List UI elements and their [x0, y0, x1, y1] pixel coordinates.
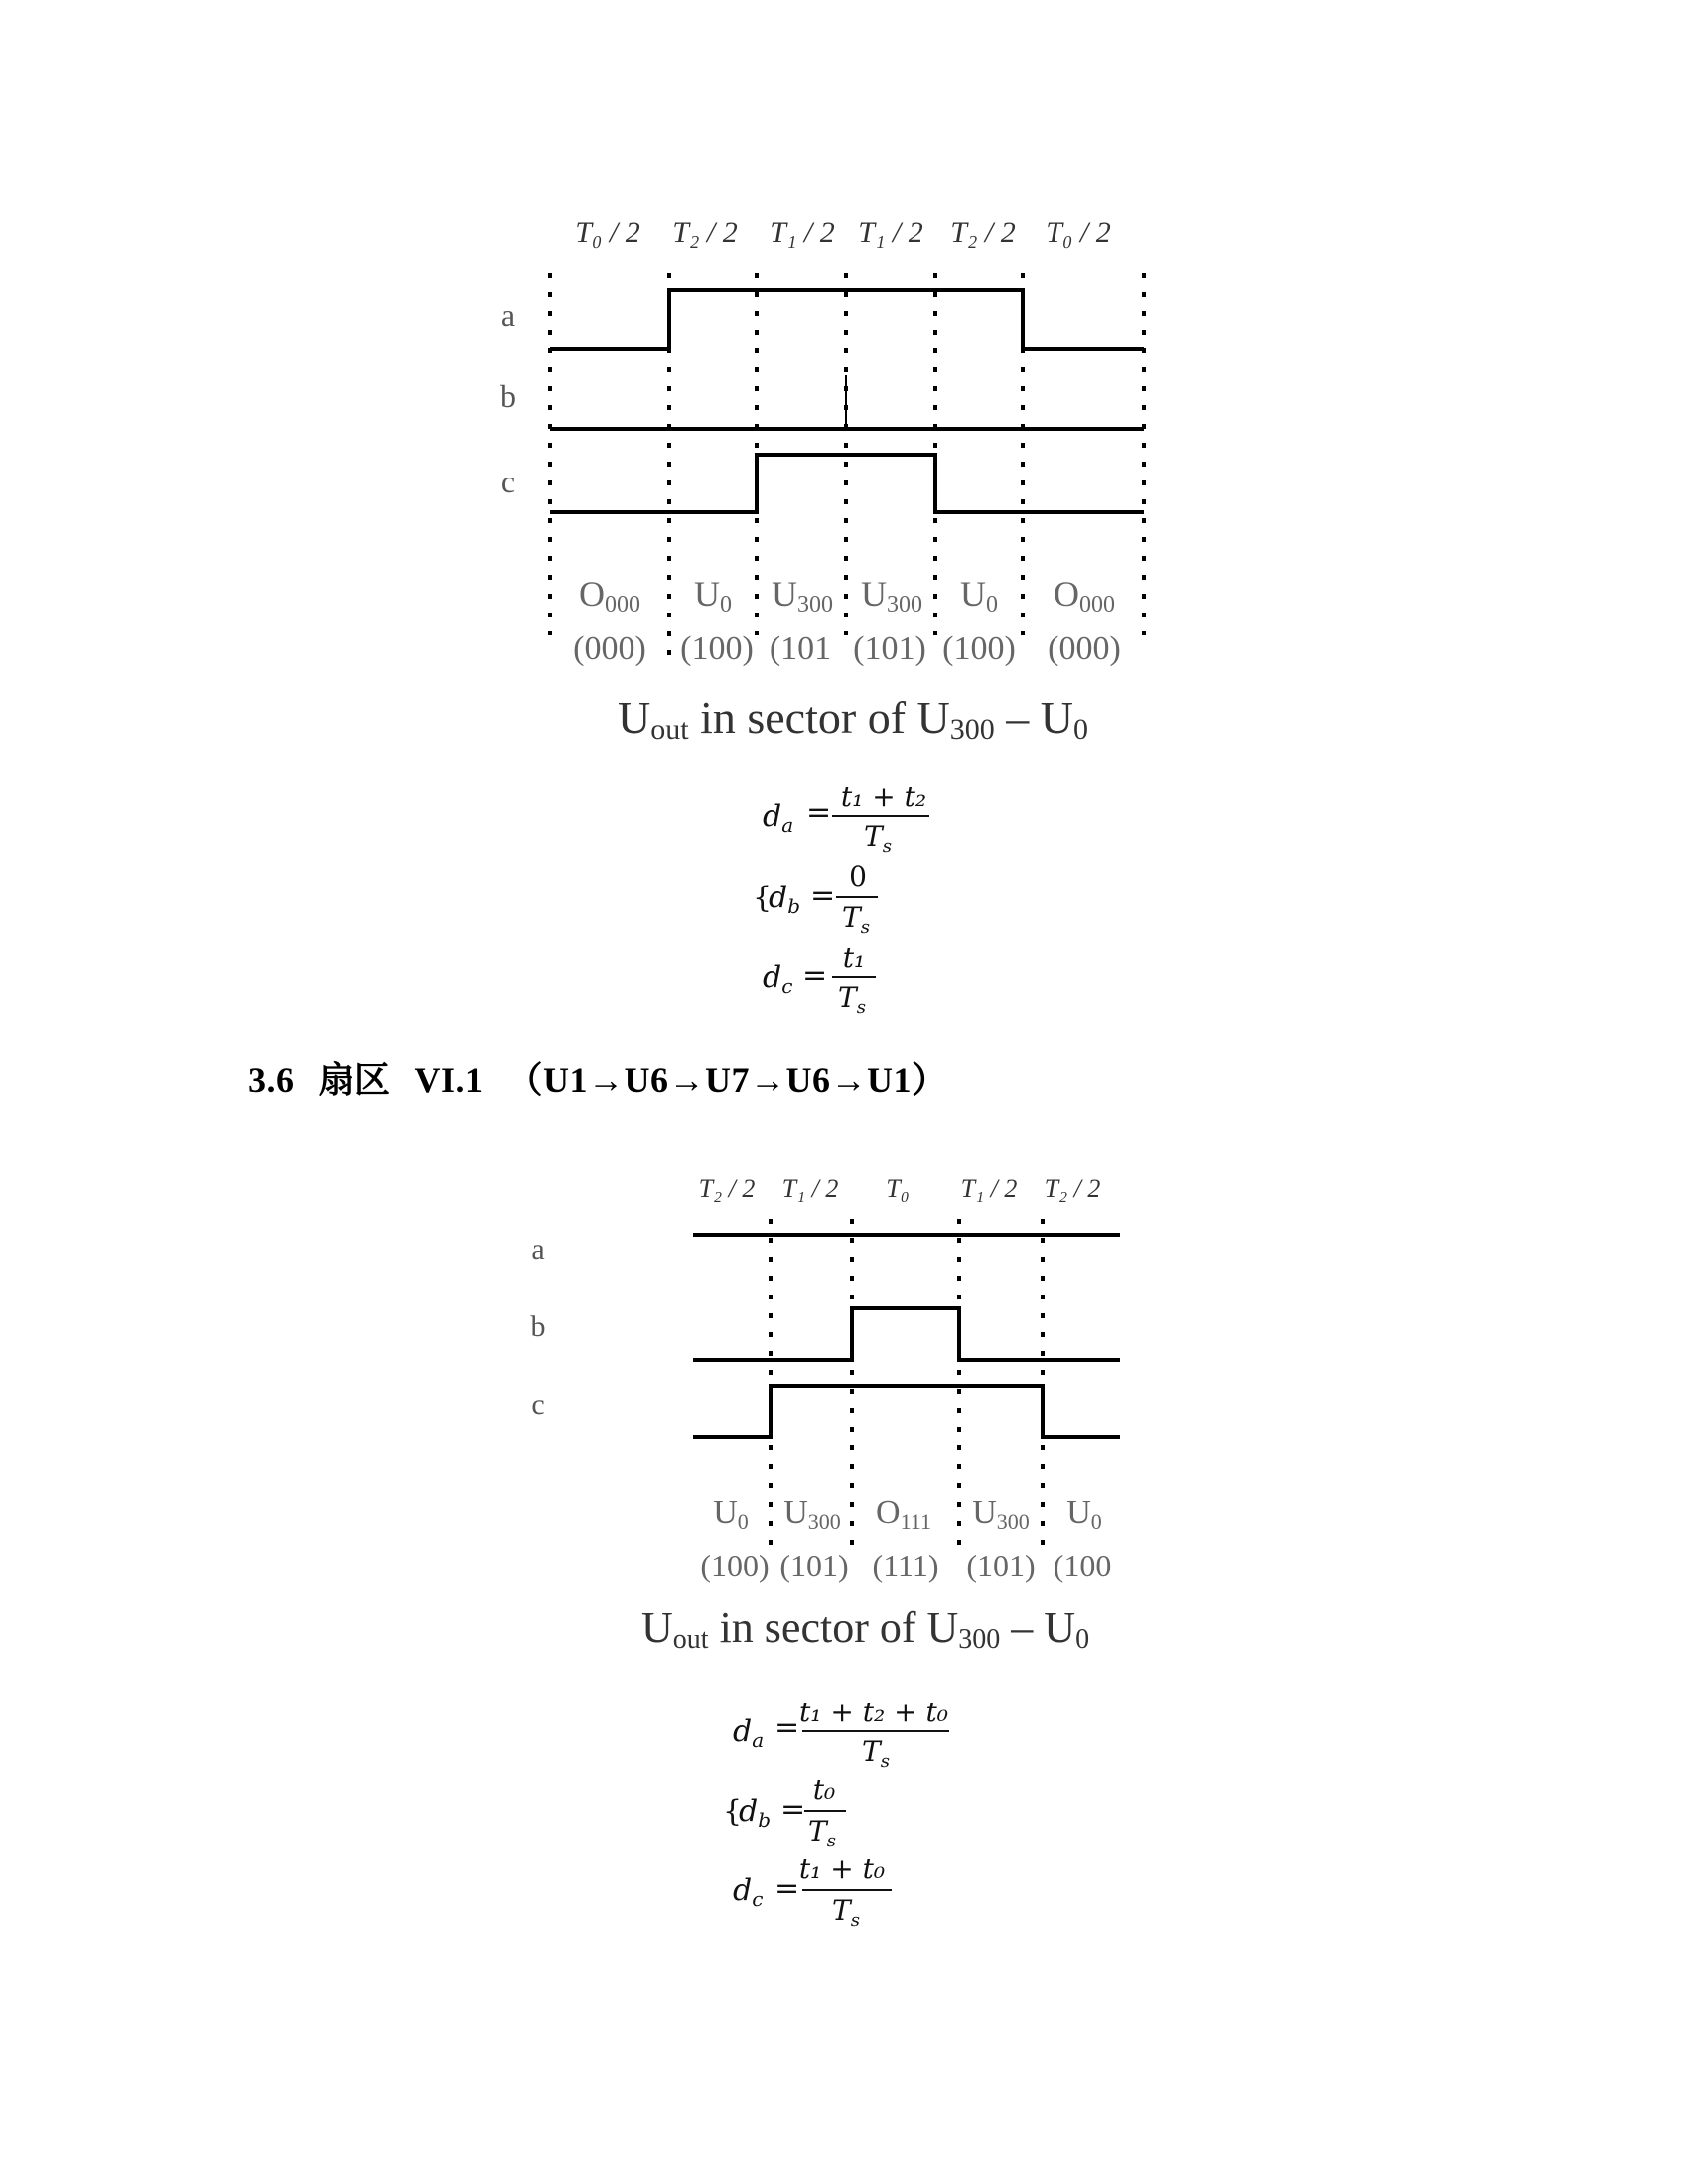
row-label-a: a [531, 1233, 545, 1266]
denominator: $T_s$ [808, 1815, 836, 1851]
waveform-c [693, 1386, 1120, 1437]
interval-label: T₁ / 2 [960, 1174, 1018, 1203]
interval-label: T₀ / 2 [1046, 216, 1111, 249]
segment-label: U300 [972, 1494, 1030, 1534]
switch-code: (101) [966, 1548, 1036, 1583]
equation-dc: $d_c$ [763, 960, 793, 998]
numerator: 0 [849, 860, 867, 892]
switch-code: (111) [872, 1548, 939, 1583]
brace: { [753, 881, 773, 915]
row-label-c: c [531, 1388, 545, 1421]
segment-label: U0 [694, 574, 732, 617]
row-label-b: b [530, 1310, 546, 1343]
row-label-b: b [500, 378, 516, 414]
segment-label: U300 [783, 1494, 841, 1534]
section-title: 扇区 [318, 1060, 391, 1100]
row-label-a: a [500, 297, 516, 333]
interval-label: T₁ / 2 [858, 216, 923, 249]
switch-code: (101) [779, 1548, 849, 1583]
equals-sign: = [810, 879, 836, 913]
switch-code: (101 [769, 630, 832, 667]
diagram-caption: Uout in sector of U300 – U0 [618, 692, 1088, 746]
segment-label: O000 [1054, 574, 1115, 617]
switch-code: (000) [573, 630, 646, 667]
equals-sign: = [774, 1871, 800, 1906]
interval-label: T₂ / 2 [672, 216, 738, 249]
segment-label: U300 [861, 574, 922, 617]
denominator: $T_s$ [832, 1894, 860, 1931]
switch-code: (101) [853, 630, 926, 667]
waveform-a [550, 290, 1144, 349]
interval-label: T₂ / 2 [1044, 1174, 1101, 1203]
switch-code: (100) [942, 630, 1016, 667]
sector-name: VI.1 [414, 1060, 484, 1100]
denominator: $T_s$ [862, 1735, 890, 1772]
equation-da: $d_a$ [763, 799, 794, 837]
denominator: $T_s$ [864, 820, 892, 857]
interval-label: T₁ / 2 [770, 216, 835, 249]
interval-label: T₀ [886, 1174, 910, 1203]
row-label-c: c [500, 464, 516, 499]
interval-label: T₁ / 2 [781, 1174, 839, 1203]
switch-code: (100 [1053, 1548, 1112, 1583]
numerator: t₁ [842, 941, 866, 974]
equation-dc: $d_c$ [733, 1873, 764, 1911]
timing-diagram-2 [531, 1174, 1121, 1655]
denominator: $T_s$ [842, 901, 870, 938]
segment-label: U0 [1066, 1494, 1102, 1534]
segment-label: O000 [579, 574, 640, 617]
equations-1 [753, 780, 929, 1018]
switch-code: (100) [680, 630, 754, 667]
equals-sign: = [802, 958, 828, 993]
equation-db: $d_b$ [769, 881, 801, 918]
brace: { [723, 1794, 743, 1829]
equation-db: $d_b$ [739, 1794, 772, 1832]
segment-label: U0 [960, 574, 998, 617]
segment-label: U300 [772, 574, 833, 617]
interval-label: T₀ / 2 [575, 216, 640, 249]
numerator: t₁ + t₂ [840, 780, 927, 813]
switch-code: (000) [1048, 630, 1121, 667]
equals-sign: = [780, 1792, 806, 1827]
equation-da: $d_a$ [733, 1714, 765, 1752]
equals-sign: = [806, 795, 832, 830]
interval-label: T₂ / 2 [950, 216, 1016, 249]
switch-code: (100) [700, 1548, 770, 1583]
equals-sign: = [774, 1710, 800, 1745]
numerator: t₀ [812, 1773, 836, 1806]
segment-label: U0 [713, 1494, 749, 1534]
numerator: t₁ + t₀ [798, 1852, 886, 1885]
equations-2 [723, 1696, 949, 1931]
section-heading [248, 1052, 972, 1103]
diagram-caption: Uout in sector of U300 – U0 [641, 1603, 1090, 1655]
denominator: $T_s$ [838, 981, 866, 1018]
vector-sequence: （U1→U6→U7→U6→U1） [506, 1060, 948, 1100]
timing-diagram-1 [500, 216, 1144, 746]
segment-label: O111 [876, 1494, 931, 1534]
waveform-b [693, 1308, 1120, 1360]
numerator: t₁ + t₂ + t₀ [799, 1696, 948, 1728]
section-number: 3.6 [248, 1060, 295, 1100]
interval-label: T₂ / 2 [698, 1174, 756, 1203]
